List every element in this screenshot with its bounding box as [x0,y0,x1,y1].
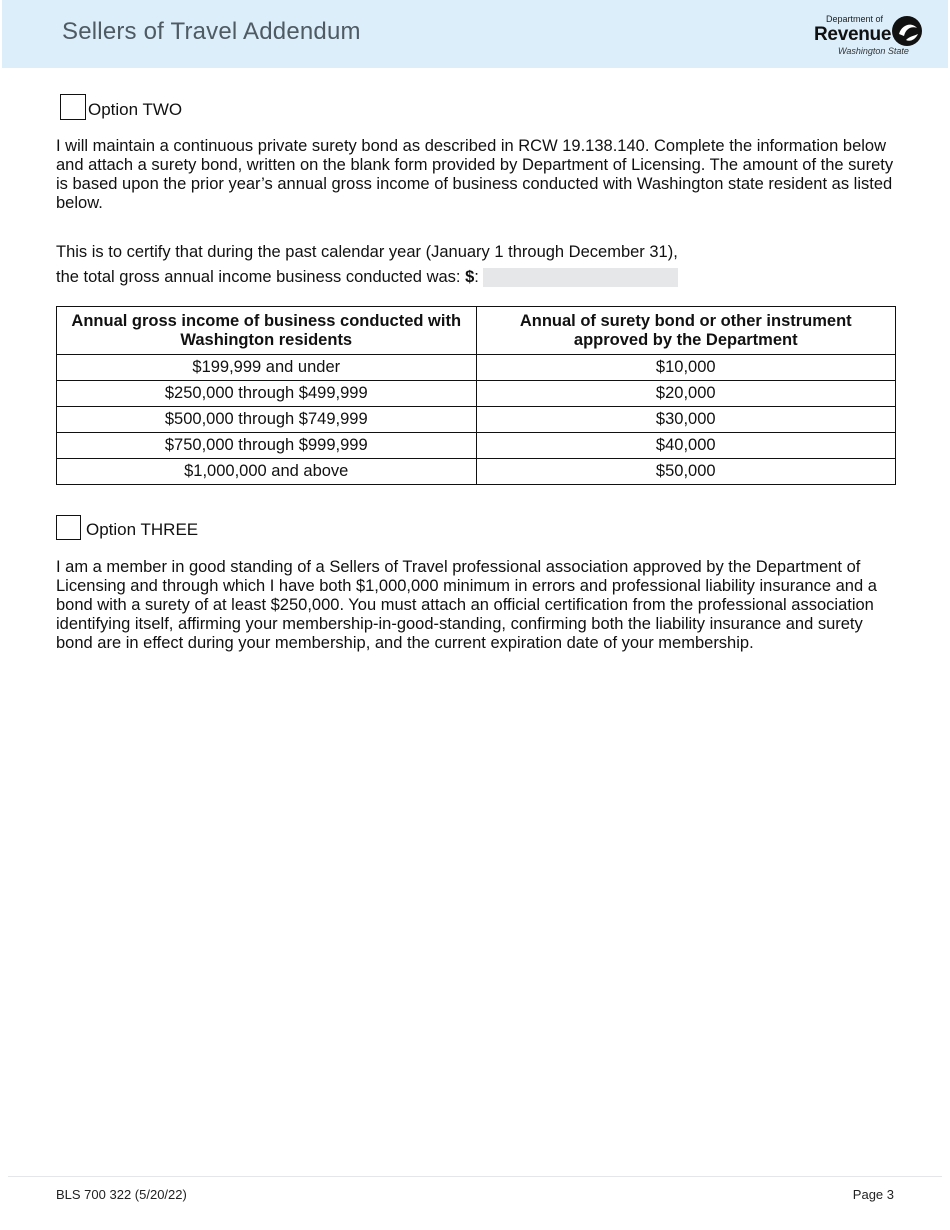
page-number: Page 3 [852,1187,894,1202]
option-three-row [56,515,198,540]
table-cell-surety: $10,000 [476,355,896,381]
logo-state-text: Washington State [838,46,909,56]
table-header-surety: Annual of surety bond or other instrument approved by the Department [476,307,896,355]
currency-symbol: $ [465,268,475,286]
table-cell-surety: $40,000 [476,433,896,459]
table-row [57,381,896,407]
option-two-text: I will maintain a continuous private surety bond as described in RCW 19.138.140. Complete the information below and attach a surety bond, written on the blank form provided by Department of Licensing. The amount of the surety is based upon the prior year’s annual gross income of business conducted with Washington state resident as listed below. [56,137,894,212]
option-two-checkbox[interactable] [60,94,86,120]
gross-income-input[interactable] [483,268,678,287]
dor-logo [814,12,924,60]
table-row [57,355,896,381]
page-header [2,0,948,68]
table-cell-surety: $20,000 [476,381,896,407]
table-cell-income: $199,999 and under [57,355,477,381]
option-three-label: Option THREE [86,520,199,539]
option-three-checkbox[interactable] [56,515,81,540]
table-cell-income: $750,000 through $999,999 [57,433,477,459]
table-header-row [57,307,896,355]
certify-line-2 [56,268,678,287]
option-two-label: Option TWO [88,100,183,119]
logo-revenue-text: Revenue [814,24,892,45]
table-cell-income: $1,000,000 and above [57,459,477,485]
page-title: Sellers of Travel Addendum [62,18,361,45]
table-row [57,459,896,485]
form-id: BLS 700 322 (5/20/22) [56,1187,187,1202]
option-two-row [56,94,182,120]
table-header-income: Annual gross income of business conducted with Washington residents [57,307,477,355]
certify-colon: : [474,268,479,286]
table-cell-income: $500,000 through $749,999 [57,407,477,433]
table-row [57,407,896,433]
table-cell-income: $250,000 through $499,999 [57,381,477,407]
table-row [57,433,896,459]
certify-line-1: This is to certify that during the past calendar year (January 1 through December 31), [56,243,678,261]
table-cell-surety: $50,000 [476,459,896,485]
logo-dept-text: Department of [826,14,884,24]
revenue-swirl-icon [890,14,924,48]
footer-divider [8,1176,942,1177]
certify-line-2-text: the total gross annual income business conducted was: [56,268,466,286]
surety-bond-table [56,306,896,485]
table-cell-surety: $30,000 [476,407,896,433]
option-three-text: I am a member in good standing of a Sellers of Travel professional association approved by the Department of Licensing and through which I have both $1,000,000 minimum in errors and professional liability insurance and a bond with a surety of at least $250,000. You must attach an official certification from the professional association identifying itself, affirming your membership-in-good-standing, confirming both the liability insurance and surety bond are in effect during your membership, and the current expiration date of your membership. [56,558,877,652]
